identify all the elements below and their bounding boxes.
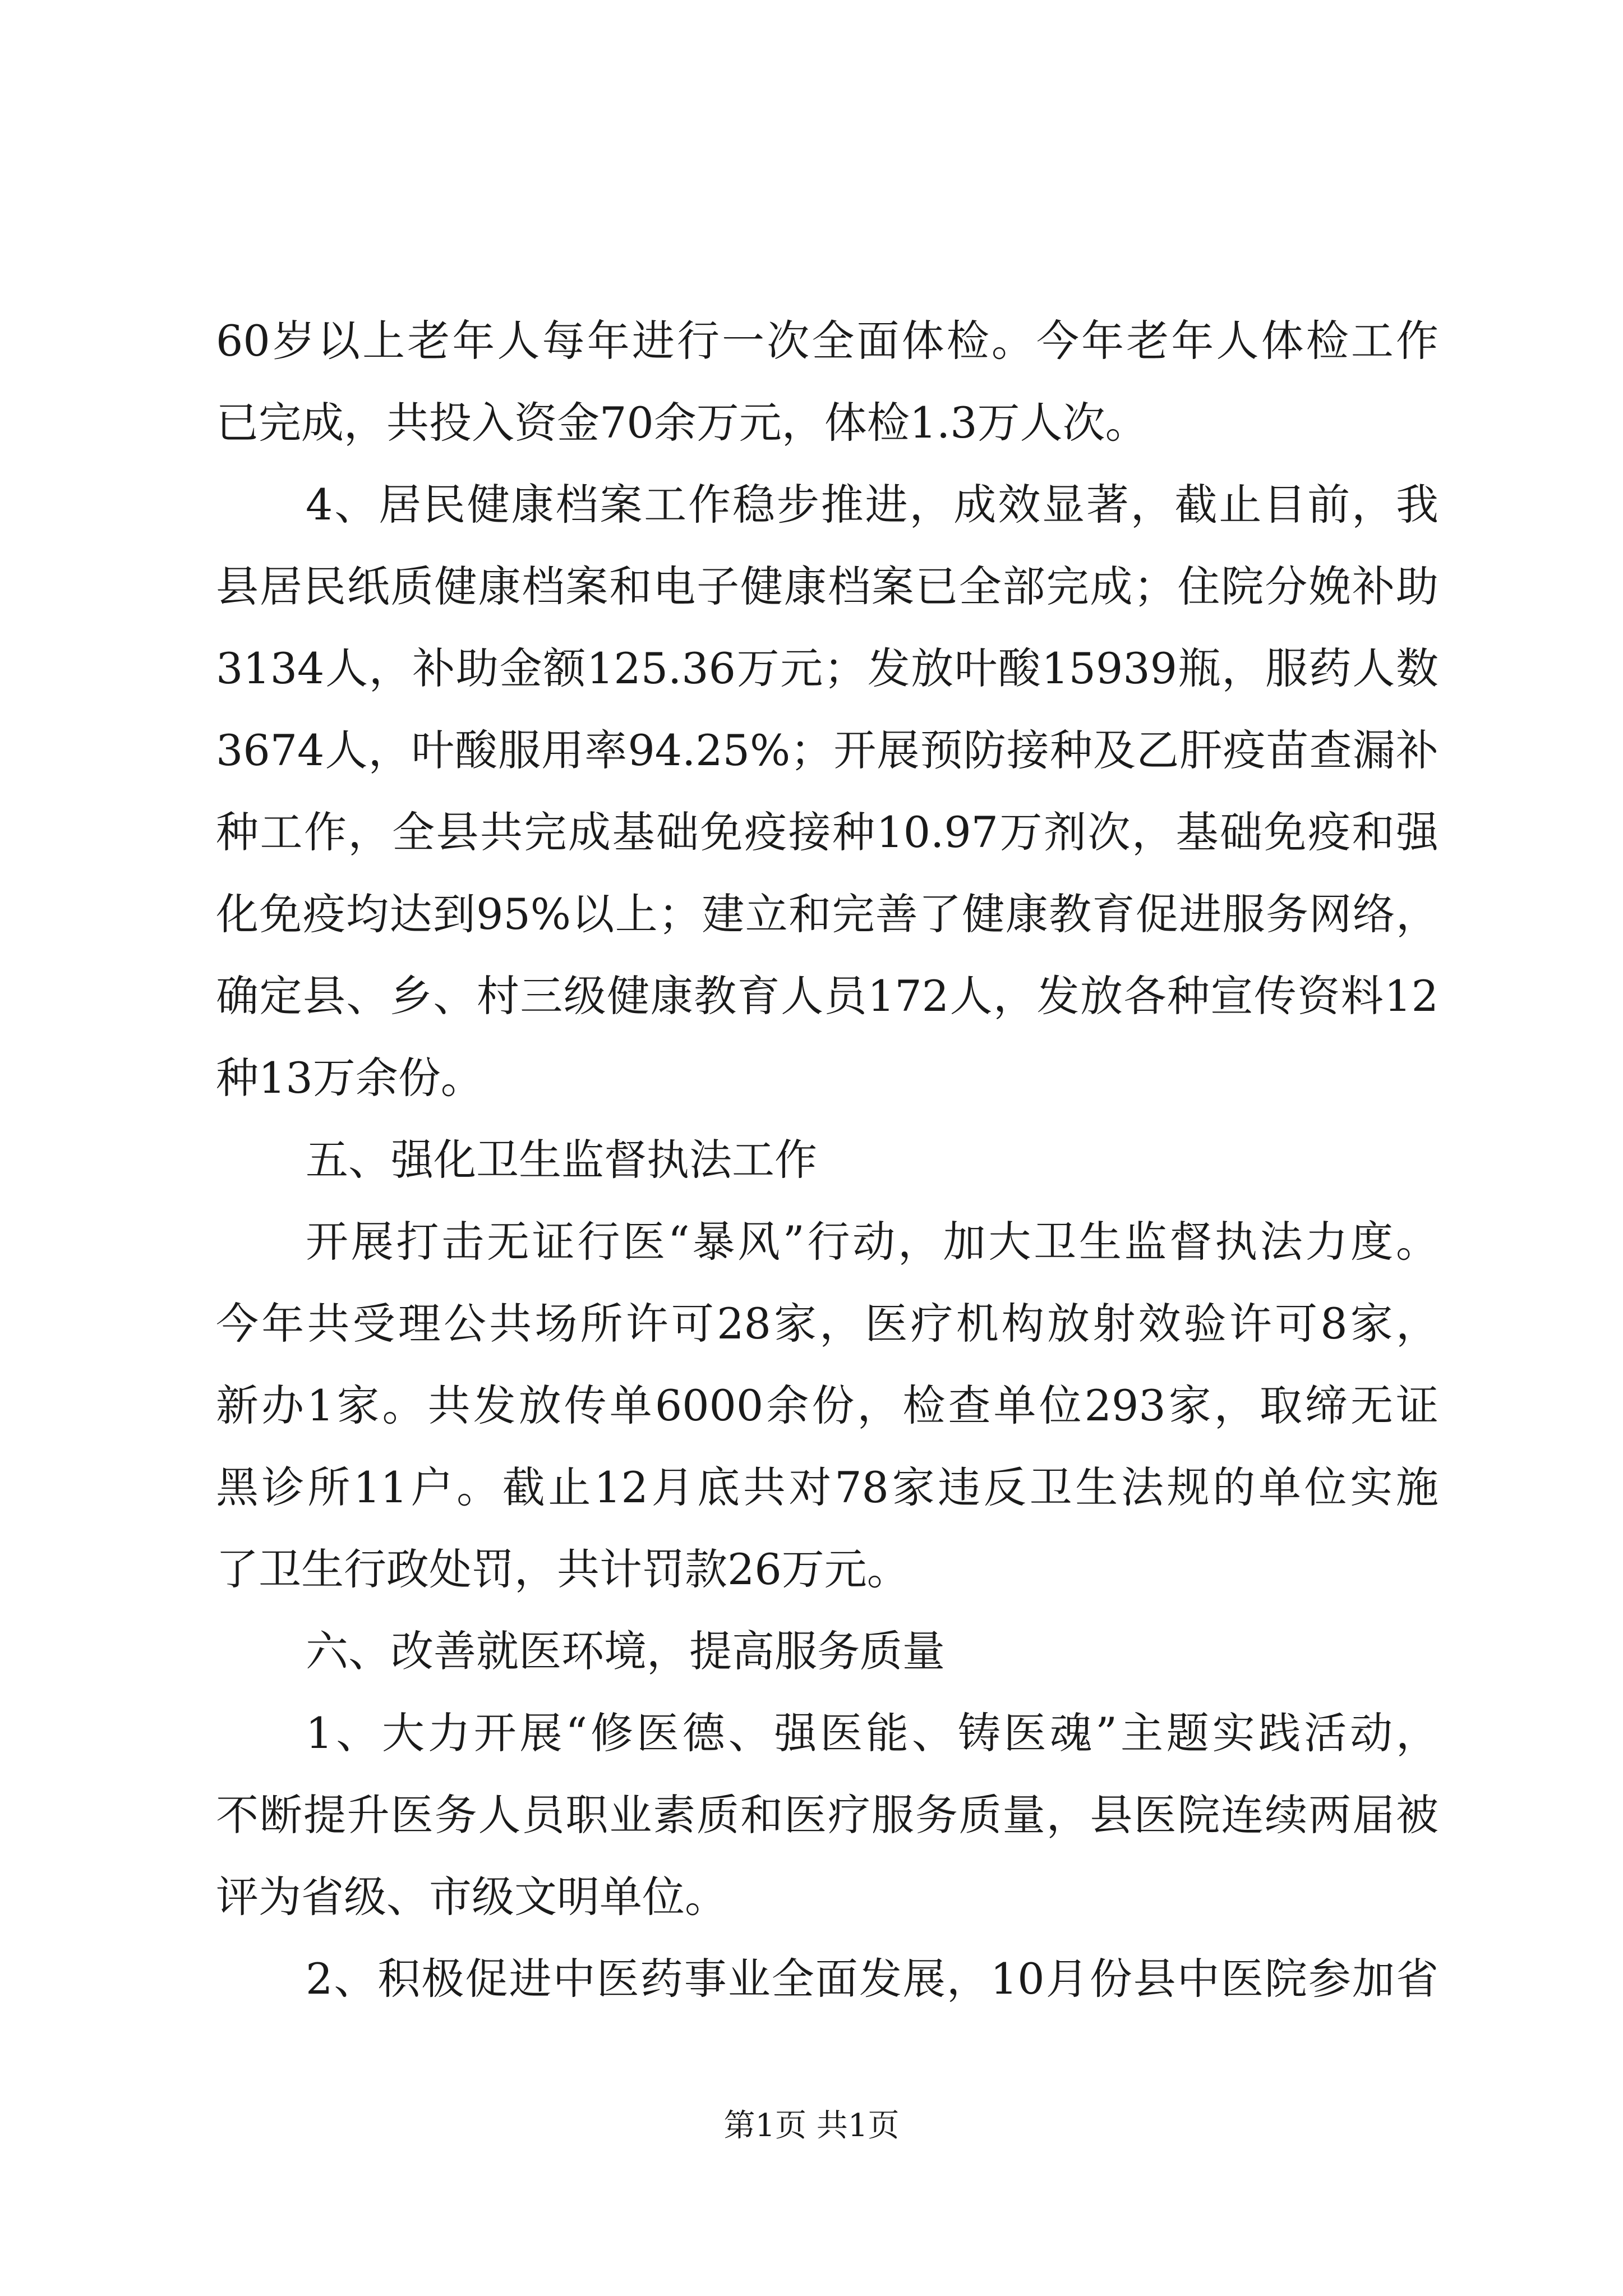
text-line: 4、居民健康档案工作稳步推进，成效显著，截止目前，我 <box>306 480 1438 530</box>
document-body <box>216 300 1438 2020</box>
text-line: 六、改善就医环境，提高服务质量 <box>306 1626 945 1676</box>
text-line: 县居民纸质健康档案和电子健康档案已全部完成；住院分娩补助 <box>216 562 1438 611</box>
text-line: 五、强化卫生监督执法工作 <box>306 1135 817 1185</box>
text-line: 已完成，共投入资金70余万元，体检1.3万人次。 <box>216 398 1148 448</box>
text-line: 开展打击无证行医“暴风”行动，加大卫生监督执法力度。 <box>306 1217 1438 1267</box>
page-footer: 第1页 共1页 <box>723 2108 900 2144</box>
text-line: 2、积极促进中医药事业全面发展，10月份县中医院参加省 <box>306 1954 1438 2004</box>
text-line: 确定县、乡、村三级健康教育人员172人，发放各种宣传资料12 <box>216 971 1438 1021</box>
text-line: 化免疫均达到95%以上；建立和完善了健康教育促进服务网络， <box>216 889 1438 939</box>
text-line: 1、大力开展“修医德、强医能、铸医魂”主题实践活动， <box>306 1708 1438 1758</box>
text-line: 今年共受理公共场所许可28家，医疗机构放射效验许可8家， <box>216 1299 1438 1349</box>
text-line: 不断提升医务人员职业素质和医疗服务质量，县医院连续两届被 <box>216 1790 1438 1840</box>
text-line: 3134人，补助金额125.36万元；发放叶酸15939瓶，服药人数 <box>216 643 1438 693</box>
text-line: 评为省级、市级文明单位。 <box>216 1872 727 1922</box>
text-line: 3674人，叶酸服用率94.25%；开展预防接种及乙肝疫苗查漏补 <box>216 725 1438 775</box>
text-line: 了卫生行政处罚，共计罚款26万元。 <box>216 1544 910 1594</box>
text-line: 60岁以上老年人每年进行一次全面体检。今年老年人体检工作 <box>216 316 1438 366</box>
text-line: 种13万余份。 <box>216 1053 483 1103</box>
text-line: 黑诊所11户。截止12月底共对78家违反卫生法规的单位实施 <box>216 1462 1438 1512</box>
text-line: 种工作，全县共完成基础免疫接种10.97万剂次，基础免疫和强 <box>216 807 1438 857</box>
text-line: 新办1家。共发放传单6000余份，检查单位293家，取缔无证 <box>216 1381 1438 1430</box>
